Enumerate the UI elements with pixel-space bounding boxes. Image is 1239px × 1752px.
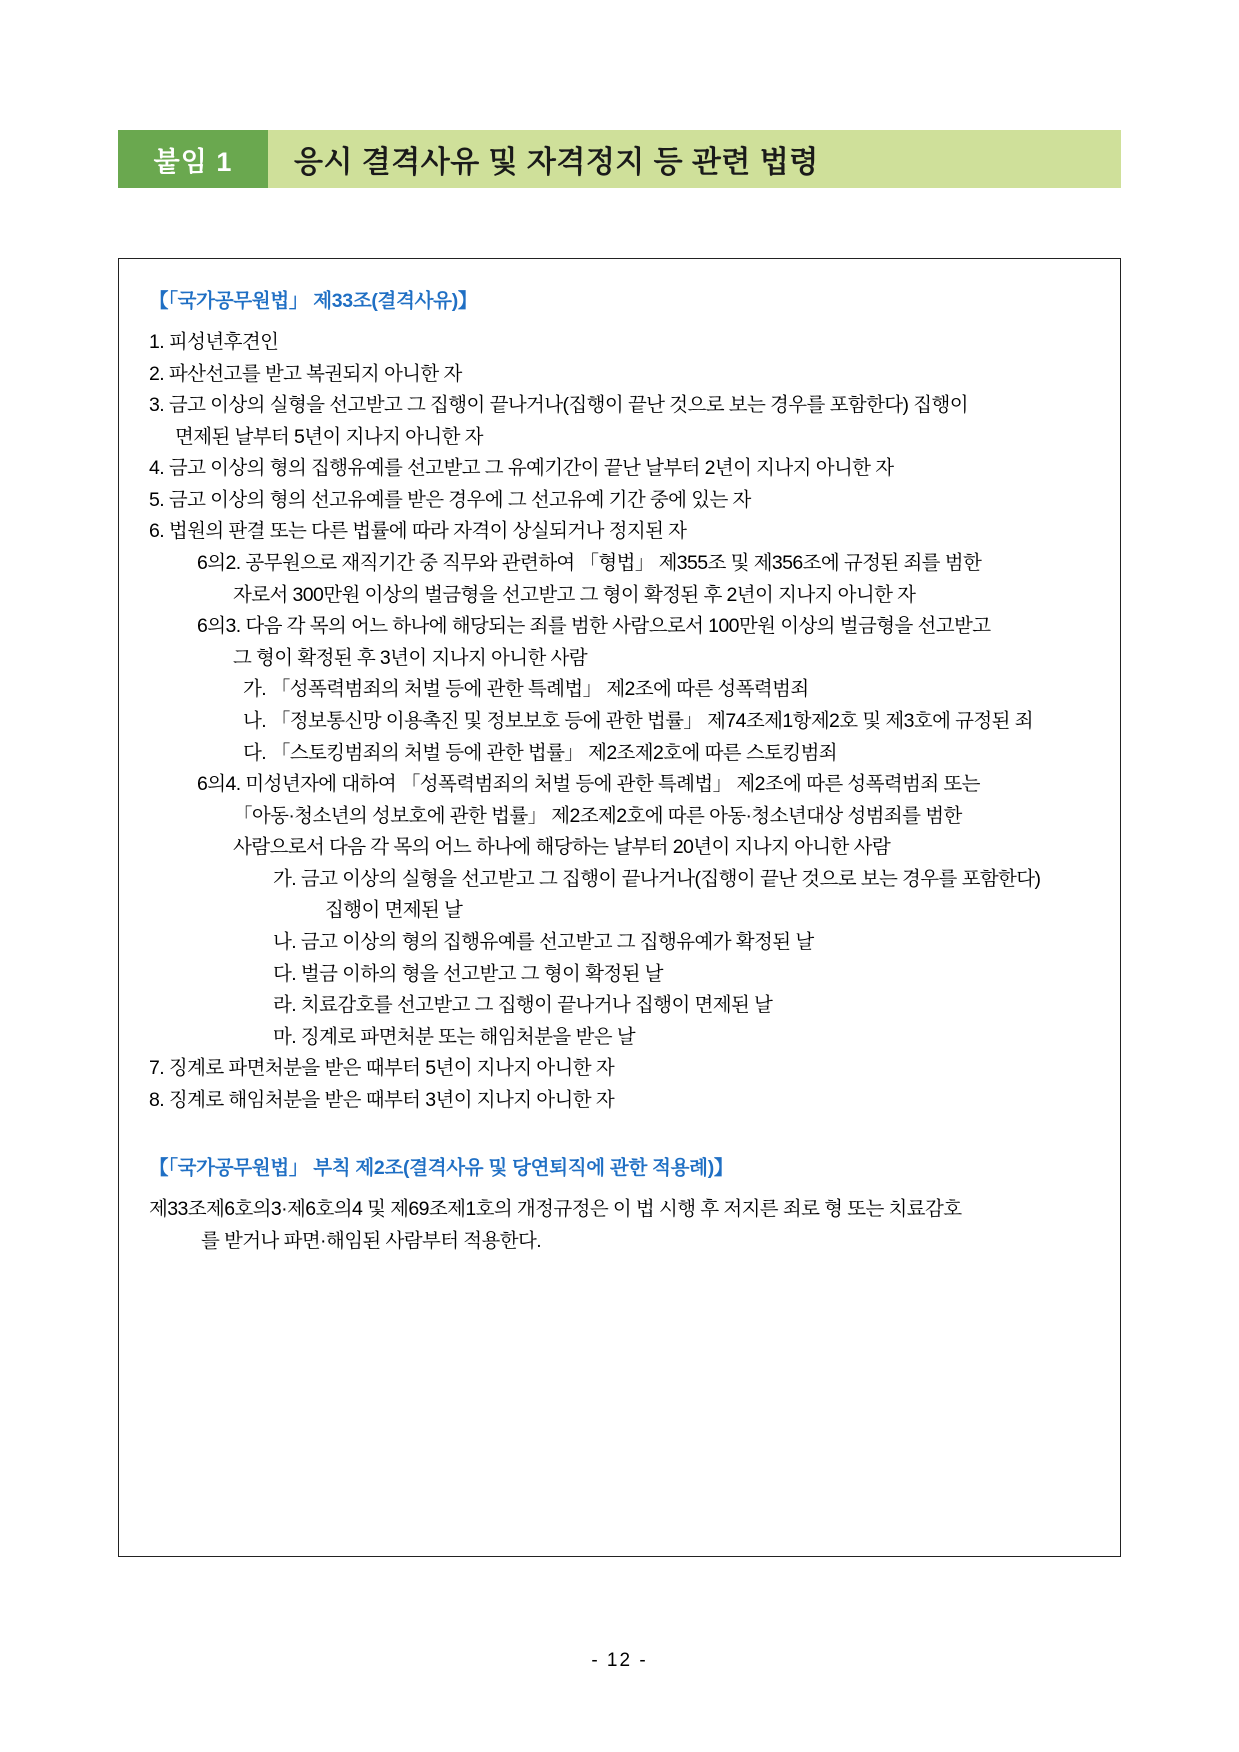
clause-item: 8. 징계로 해임처분을 받은 때부터 3년이 지나지 아니한 자 xyxy=(149,1088,615,1111)
item-continuation: 집행이 면제된 날 xyxy=(325,899,463,922)
clause-item: 7. 징계로 파면처분을 받은 때부터 5년이 지나지 아니한 자 xyxy=(149,1057,615,1080)
item-ra: 라. 치료감호를 선고받고 그 집행이 끝나거나 집행이 면제된 날 xyxy=(273,994,773,1017)
item-ga: 가. 「성폭력범죄의 처벌 등에 관한 특례법」 제2조에 따른 성폭력범죄 xyxy=(243,678,809,701)
attachment-title: 응시 결격사유 및 자격정지 등 관련 법령 xyxy=(268,130,1121,188)
subclause-continuation: 「아동·청소년의 성보호에 관한 법률」 제2조제2호에 따른 아동·청소년대상 성범죄를 범한 xyxy=(233,804,962,827)
subclause-continuation: 그 형이 확정된 후 3년이 지나지 아니한 사람 xyxy=(233,646,587,669)
attachment-badge: 붙임 1 xyxy=(118,130,268,188)
subclause-item: 6의3. 다음 각 목의 어느 하나에 해당되는 죄를 범한 사람으로서 100만원 이상의 벌금형을 선고받고 xyxy=(197,615,991,638)
addenda-line: 제33조제6호의3·제6호의4 및 제69조제1호의 개정규정은 이 법 시행 후 저지른 죄로 형 또는 치료감호 xyxy=(149,1198,962,1221)
item-na: 나. 금고 이상의 형의 집행유예를 선고받고 그 집행유예가 확정된 날 xyxy=(273,930,814,953)
clause-item: 4. 금고 이상의 형의 집행유예를 선고받고 그 유예기간이 끝난 날부터 2년이 지나지 아니한 자 xyxy=(149,457,894,480)
attachment-header xyxy=(118,130,1121,188)
addenda-line: 를 받거나 파면·해임된 사람부터 적용한다. xyxy=(201,1230,542,1253)
clause-item: 6. 법원의 판결 또는 다른 법률에 따라 자격이 상실되거나 정지된 자 xyxy=(149,520,687,543)
clause-item: 1. 피성년후견인 xyxy=(149,331,279,353)
subclause-item: 6의2. 공무원으로 재직기간 중 직무와 관련하여 「형법」 제355조 및 제356조에 규정된 죄를 범한 xyxy=(197,552,982,575)
section-title-article33: 【「국가공무원법」 제33조(결격사유)】 xyxy=(149,290,478,312)
section-title-addenda: 【「국가공무원법」 부칙 제2조(결격사유 및 당연퇴직에 관한 적용례)】 xyxy=(149,1157,734,1180)
item-na: 나. 「정보통신망 이용촉진 및 정보보호 등에 관한 법률」 제74조제1항제2호 및 제3호에 규정된 죄 xyxy=(243,709,1033,732)
item-da: 다. 벌금 이하의 형을 선고받고 그 형이 확정된 날 xyxy=(273,962,663,985)
item-ga: 가. 금고 이상의 실형을 선고받고 그 집행이 끝나거나(집행이 끝난 것으로 보는 경우를 포함한다) xyxy=(273,867,1041,890)
law-content-box xyxy=(118,258,1121,1557)
item-ma: 마. 징계로 파면처분 또는 해임처분을 받은 날 xyxy=(273,1025,635,1048)
subclause-continuation: 자로서 300만원 이상의 벌금형을 선고받고 그 형이 확정된 후 2년이 지나지 아니한 자 xyxy=(233,583,916,606)
clause-item: 3. 금고 이상의 실형을 선고받고 그 집행이 끝나거나(집행이 끝난 것으로 보는 경우를 포함한다) 집행이 xyxy=(149,394,968,417)
clause-continuation: 면제된 날부터 5년이 지나지 아니한 자 xyxy=(175,425,483,448)
subclause-item: 6의4. 미성년자에 대하여 「성폭력범죄의 처벌 등에 관한 특례법」 제2조에 따른 성폭력범죄 또는 xyxy=(197,773,980,796)
subclause-continuation: 사람으로서 다음 각 목의 어느 하나에 해당하는 날부터 20년이 지나지 아니한 사람 xyxy=(233,836,891,859)
item-da: 다. 「스토킹범죄의 처벌 등에 관한 법률」 제2조제2호에 따른 스토킹범죄 xyxy=(243,741,838,764)
clause-item: 5. 금고 이상의 형의 선고유예를 받은 경우에 그 선고유예 기간 중에 있는 자 xyxy=(149,488,751,511)
page-number: - 12 - xyxy=(591,1650,648,1671)
clause-item: 2. 파산선고를 받고 복권되지 아니한 자 xyxy=(149,362,462,385)
